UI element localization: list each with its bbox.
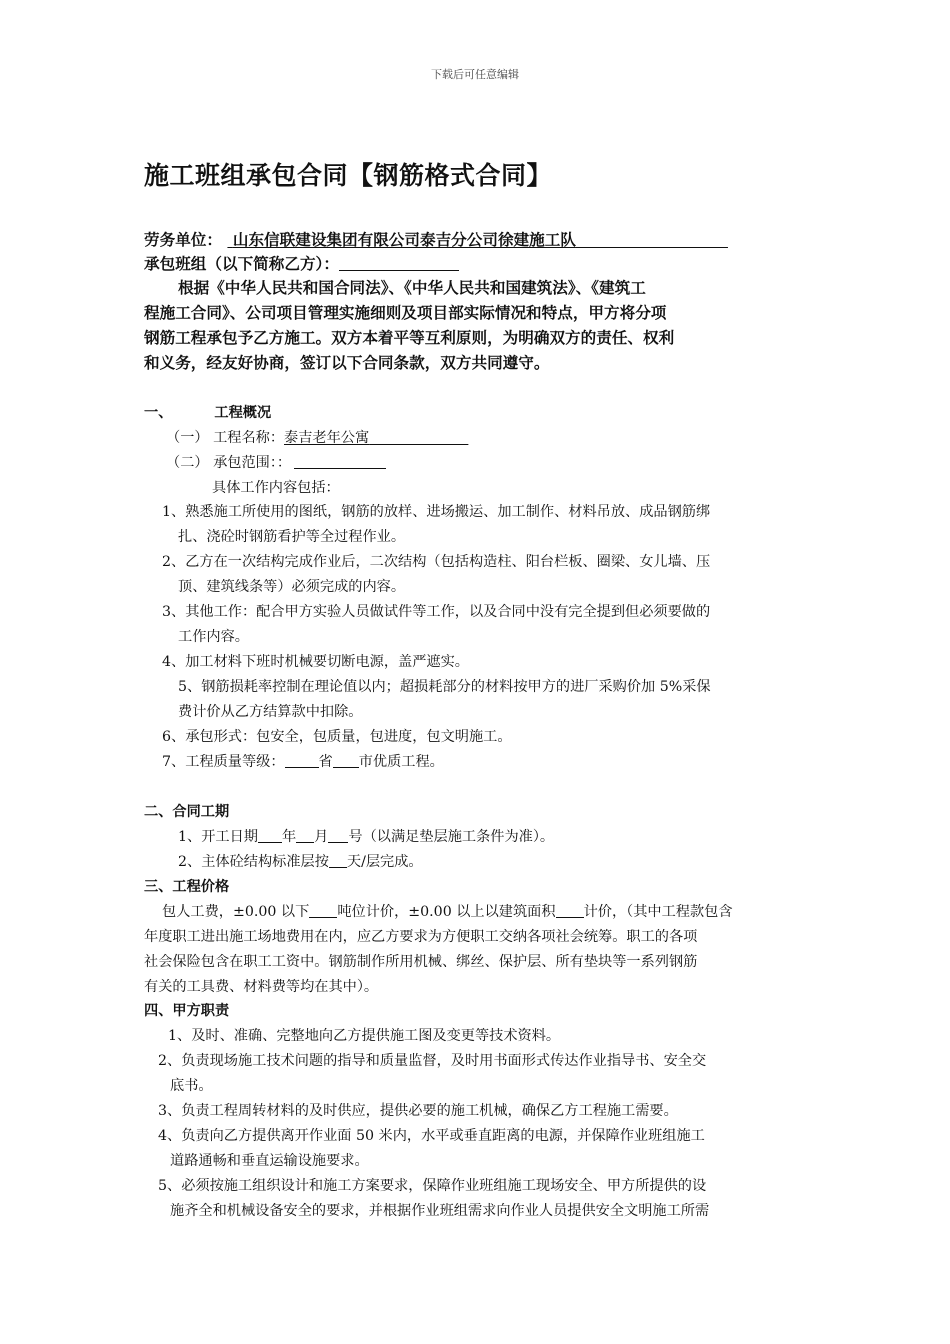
project-name-line xyxy=(166,427,468,447)
intro-line-3: 钢筋工程承包予乙方施工。双方本着平等互利原则，为明确双方的责任、权利 xyxy=(144,329,675,347)
price-line-3: 社会保险包含在职工工资中。钢筋制作所用机械、绑丝、保护层、所有垫块等一系列钢筋 xyxy=(144,954,698,970)
work-item-2a: 2、乙方在一次结构完成作业后，二次结构（包括构造柱、阳台栏板、圈梁、女儿墙、压 xyxy=(162,554,711,570)
work-content-intro: 具体工作内容包括： xyxy=(212,480,340,496)
page-header-note: 下载后可任意编辑 xyxy=(431,68,519,81)
section-3-heading: 三、工程价格 xyxy=(144,879,230,895)
area-price-blank xyxy=(556,903,584,918)
duty-line-4b: 道路通畅和垂直运输设施要求。 xyxy=(170,1153,369,1169)
work-item-6: 6、承包形式：包安全，包质量，包进度，包文明施工。 xyxy=(162,729,512,745)
work-item-5b: 费计价从乙方结算款中扣除。 xyxy=(178,704,363,720)
quality-city-blank xyxy=(333,753,359,768)
work-item-4: 4、加工材料下班时机械要切断电源，盖严遮实。 xyxy=(162,654,469,670)
start-date-line: 1、开工日期 年 月 号（以满足垫层施工条件为准）。 xyxy=(178,829,555,845)
work-item-2b: 顶、建筑线条等）必须完成的内容。 xyxy=(178,579,406,595)
contract-team-blank xyxy=(339,256,459,271)
labor-unit-value: 山东信联建设集团有限公司泰吉分公司徐建施工队 xyxy=(232,231,576,249)
intro-line-1: 根据《中华人民共和国合同法》、《中华人民共和国建筑法》、《建筑工 xyxy=(178,279,646,297)
floor-days-blank xyxy=(329,853,347,868)
section-2-heading: 二、合同工期 xyxy=(144,804,230,820)
work-item-3b: 工作内容。 xyxy=(178,629,249,645)
section-1-number: 一、 xyxy=(144,405,173,421)
duty-line-5a: 5、必须按施工组织设计和施工方案要求，保障作业班组施工现场安全、甲方所提供的设 xyxy=(158,1178,707,1194)
start-day-blank xyxy=(328,828,348,843)
price-line-2: 年度职工进出施工场地费用在内，应乙方要求为方便职工交纳各项社会统筹。职工的各项 xyxy=(144,929,698,945)
intro-line-4: 和义务，经友好协商，签订以下合同条款，双方共同遵守。 xyxy=(144,354,550,372)
contract-team-line xyxy=(144,252,459,274)
work-item-7: 7、工程质量等级： 省 市优质工程。 xyxy=(162,754,444,770)
price-line-1: 包人工费，±0.00 以下 吨位计价，±0.00 以上以建筑面积 计价，（其中工程款包含 xyxy=(162,904,733,920)
work-item-1b: 扎、浇砼时钢筋看护等全过程作业。 xyxy=(178,529,406,545)
tonnage-blank xyxy=(309,903,337,918)
quality-province-blank xyxy=(285,753,319,768)
contract-team-label: 承包班组（以下简称乙方）： xyxy=(144,255,339,273)
project-name-label: （一） 工程名称： xyxy=(166,430,285,446)
price-line-4: 有关的工具费、材料费等均在其中）。 xyxy=(144,979,379,995)
duty-line-1: 1、及时、准确、完整地向乙方提供施工图及变更等技术资料。 xyxy=(168,1028,561,1044)
start-year-blank xyxy=(258,828,282,843)
intro-line-2: 程施工合同》、公司项目管理实施细则及项目部实际情况和特点，甲方将分项 xyxy=(144,304,667,322)
duty-line-2b: 底书。 xyxy=(170,1078,213,1094)
duty-line-2a: 2、负责现场施工技术问题的指导和质量监督，及时用书面形式传达作业指导书、安全交 xyxy=(158,1053,707,1069)
floor-cycle-line: 2、主体砼结构标准层按 天/层完成。 xyxy=(178,854,423,870)
duty-line-4a: 4、负责向乙方提供离开作业面 50 米内，水平或垂直距离的电源，并保障作业班组施工 xyxy=(158,1128,705,1144)
section-1-title: 工程概况 xyxy=(214,405,272,421)
work-item-1a: 1、熟悉施工所使用的图纸，钢筋的放样、进场搬运、加工制作、材料吊放、成品钢筋绑 xyxy=(162,504,711,520)
contract-title: 施工班组承包合同【钢筋格式合同】 xyxy=(144,161,553,190)
duty-line-5b: 施齐全和机械设备安全的要求，并根据作业班组需求向作业人员提供安全文明施工所需 xyxy=(170,1203,710,1219)
project-name-value: 泰吉老年公寓 xyxy=(284,430,370,446)
labor-unit-label: 劳务单位： xyxy=(144,231,222,249)
labor-unit-line xyxy=(144,228,728,250)
start-month-blank xyxy=(296,828,314,843)
scope-label: （二） 承包范围：： xyxy=(166,455,292,471)
scope-blank xyxy=(294,454,386,469)
work-item-5a: 5、钢筋损耗率控制在理论值以内；超损耗部分的材料按甲方的进厂采购价加 5%采保 xyxy=(178,679,711,695)
section-4-heading: 四、甲方职责 xyxy=(144,1003,230,1019)
scope-line xyxy=(166,452,386,472)
section-1-heading xyxy=(144,402,271,422)
duty-line-3: 3、负责工程周转材料的及时供应，提供必要的施工机械，确保乙方工程施工需要。 xyxy=(158,1103,678,1119)
work-item-3a: 3、其他工作：配合甲方实验人员做试件等工作，以及合同中没有完全提到但必须要做的 xyxy=(162,604,711,620)
